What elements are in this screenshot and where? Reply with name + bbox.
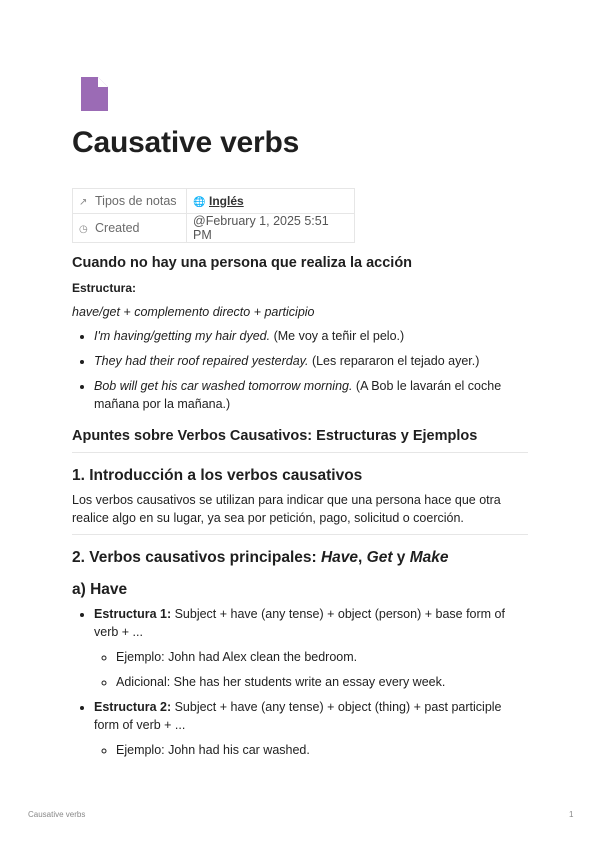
- list-item: ◦ Ejemplo: John had his car washed.: [116, 741, 528, 759]
- section-heading: Cuando no hay una persona que realiza la acción: [72, 255, 413, 271]
- list-item: • I'm having/getting my hair dyed. (Me voy a teñir el pelo.): [94, 327, 528, 345]
- divider: [72, 534, 528, 535]
- list-item: ◦ Ejemplo: John had Alex clean the bedroom.: [116, 648, 528, 666]
- examples-list: [72, 327, 528, 413]
- notes-heading: Apuntes sobre Verbos Causativos: Estructuras y Ejemplos: [72, 428, 478, 444]
- globe-icon: 🌐: [193, 197, 206, 208]
- structures-list: [72, 605, 528, 759]
- page-icon: [81, 77, 108, 111]
- property-row[interactable]: [73, 189, 355, 214]
- footer-title: Causative verbs: [28, 810, 86, 819]
- property-row: [73, 214, 355, 243]
- arrow-up-right-icon: ↗: [79, 197, 88, 208]
- property-key: Created: [95, 221, 140, 235]
- have-heading: a) Have: [72, 581, 128, 598]
- ingles-link[interactable]: Inglés: [209, 194, 244, 208]
- list-item: • Bob will get his car washed tomorrow morning. (A Bob le lavarán el coche mañana por la mañana.): [94, 377, 528, 413]
- structure-label: Estructura:: [72, 281, 137, 295]
- divider: [72, 452, 528, 453]
- properties-table: [72, 188, 355, 243]
- list-item: ◦ Adicional: She has her students write an essay every week.: [116, 673, 528, 691]
- intro-text: Los verbos causativos se utilizan para indicar que una persona hace que otra realice algo en su lugar, ya sea por petición, pago, solicitud o coerción.: [72, 493, 501, 525]
- list-item: • They had their roof repaired yesterday. (Les repararon el tejado ayer.): [94, 352, 528, 370]
- main-verbs-heading: 2. Verbos causativos principales: Have, Get y Make: [72, 549, 449, 566]
- structure-formula: have/get + complemento directo + participio: [72, 305, 315, 319]
- property-value: @February 1, 2025 5:51 PM: [193, 214, 329, 242]
- list-item: • Estructura 2: Subject + have (any tense) + object (thing) + past participle form of verb + ... ◦ Ejemplo: John had his car washed.: [94, 698, 528, 759]
- clock-icon: ◷: [79, 224, 88, 235]
- document-body: [72, 254, 528, 759]
- intro-heading: 1. Introducción a los verbos causativos: [72, 467, 363, 484]
- page-title: Causative verbs: [72, 126, 300, 159]
- property-key: Tipos de notas: [95, 194, 177, 208]
- page-number: 1: [569, 810, 574, 819]
- list-item: • Estructura 1: Subject + have (any tense) + object (person) + base form of verb + ... ◦ Ejemplo: John had Alex clean the bedroom. ◦ Adicional: She has her students write an essay every week.: [94, 605, 528, 691]
